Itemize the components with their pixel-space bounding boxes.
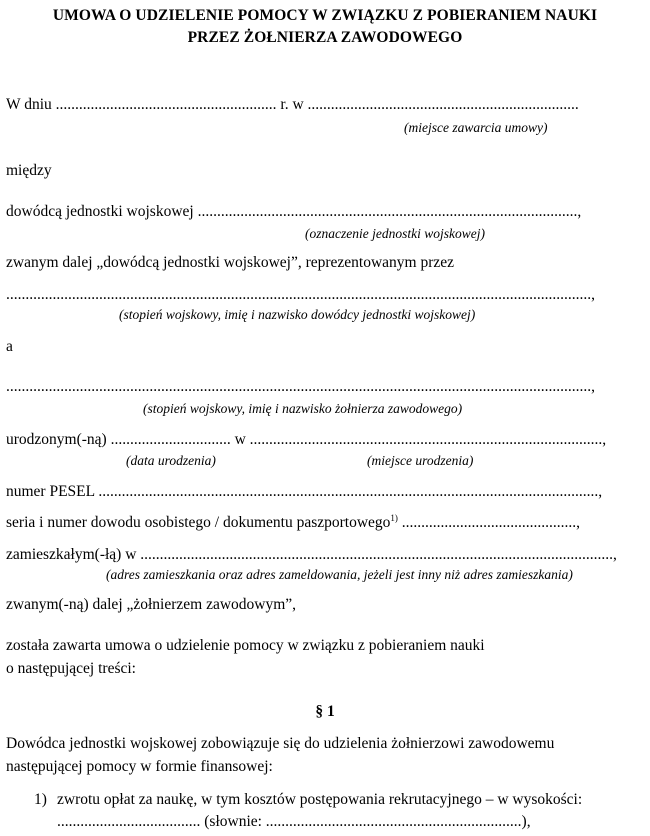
paragraph-heading: § 1 [315,703,335,720]
soldier-name-hint: (stopień wojskowy, imię i nazwisko żołnierza zawodowego) [143,401,463,416]
item-1-number: 1) [34,791,47,808]
agreement-line-2: o następującej treści: [6,660,136,677]
item-1-continuation: ..................................... (słownie: ..................................................................), [57,813,531,830]
document-title-line-2: PRZEZ ŻOŁNIERZA ZAWODOWEGO [187,29,463,46]
soldier-named-line: zwanym(-ną) dalej „żołnierzem zawodowym”, [6,596,297,613]
birth-line: urodzonym(-ną) ............................... w ..........................................................................................., [6,431,607,448]
commander-named-line: zwanym dalej „dowódcą jednostki wojskowej”, reprezentowanym przez [6,254,455,271]
place-hint: (miejsce zawarcia umowy) [404,120,548,135]
item-1-text: zwrotu opłat za naukę, w tym kosztów postępowania rekrutacyjnego – w wysokości: [57,791,583,808]
id-document-line [6,514,580,532]
between-label: między [6,162,52,179]
birth-date-hint: (data urodzenia) [126,453,216,468]
address-hint: (adres zamieszkania oraz adres zameldowania, jeżeli jest inny niż adres zamieszkania) [106,567,573,582]
document-title-line-1: UMOWA O UDZIELENIE POMOCY W ZWIĄZKU Z POBIERANIEM NAUKI [52,7,598,24]
and-label: a [6,338,13,355]
unit-hint: (oznaczenie jednostki wojskowej) [305,226,485,241]
date-place-line: W dniu ......................................................... r. w ...................................................................... [6,96,579,113]
commander-name-hint: (stopień wojskowy, imię i nazwisko dowódcy jednostki wojskowej) [119,307,476,322]
body-line-2: następującej pomocy w formie finansowej: [6,758,273,775]
id-document-label: seria i numer dowodu osobistego / dokumentu paszportowego [6,514,391,531]
footnote-marker: 1) [390,512,398,523]
soldier-name-dots: ......................................................................................................................................................., [6,378,595,395]
agreement-line-1: została zawarta umowa o udzielenie pomocy w związku z pobieraniem nauki [6,637,485,654]
pesel-line: numer PESEL ................................................................................................................................., [6,483,603,500]
commander-name-dots: ......................................................................................................................................................., [6,286,595,303]
body-line-1: Dowódca jednostki wojskowej zobowiązuje się do udzielenia żołnierzowi zawodowemu [6,735,555,752]
birth-place-hint: (miejsce urodzenia) [367,453,474,468]
commander-line: dowódcą jednostki wojskowej .................................................................................................., [6,203,582,220]
residence-line: zamieszkałym(-łą) w .........................................................................................................................., [6,546,617,563]
id-document-dots: ............................................., [397,514,581,531]
